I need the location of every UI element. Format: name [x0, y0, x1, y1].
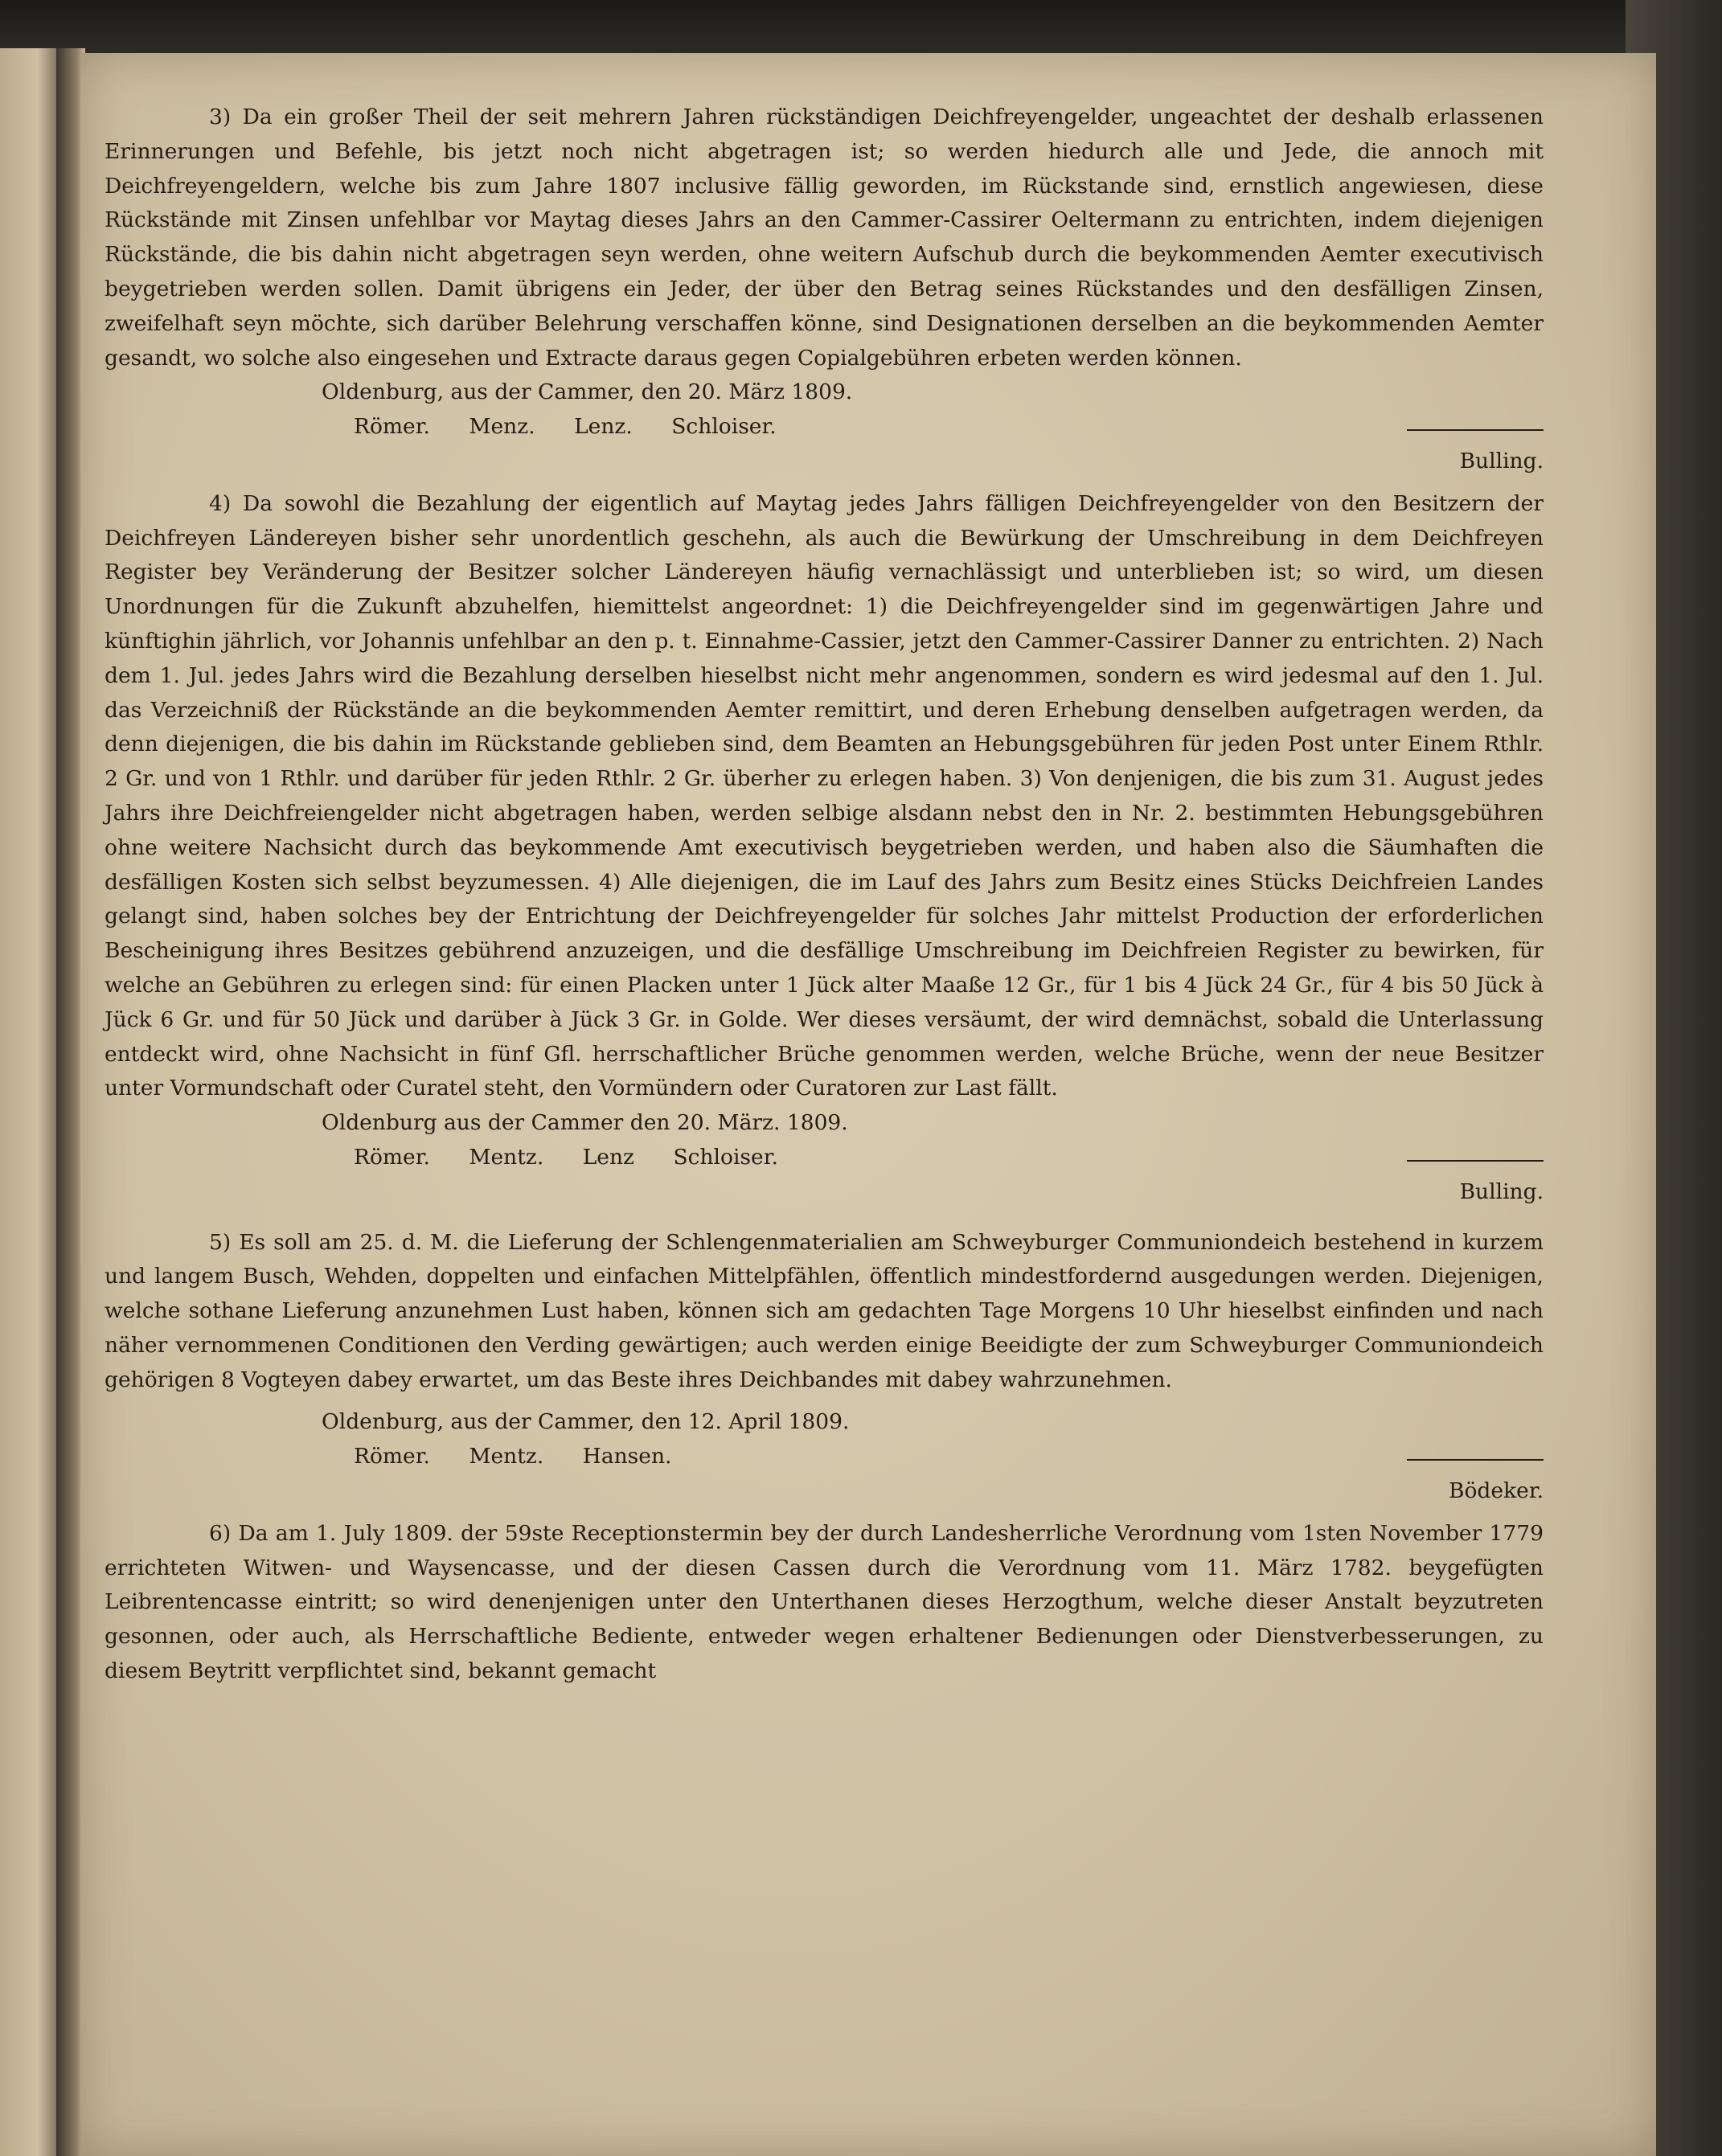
signatory: Römer. [354, 1444, 430, 1469]
signatory: Lenz [582, 1144, 635, 1170]
notice-3-final-signatory: Bulling. [1459, 448, 1544, 473]
notice-6 [105, 1517, 1544, 1689]
book-cover-top [0, 0, 1722, 56]
notice-6-body: 6) Da am 1. July 1809. der 59ste Receptionstermin bey der durch Landesherrliche Verordnung vom 1sten November 1779 errichteten Witwen- und Waysencasse, und der diesen Cassen durch die Verordnung vom 11. März 1782. beygefügten Leibrentencasse eintritt; so wird denenjenigen unter den Unterthanen dieses Herzogthum, welche dieser Anstalt beyzutreten gesonnen, oder auch, als Herrschaftliche Bediente, entweder wegen erhaltener Bedienungen oder Dienstverbesserungen, zu diesem Beytritt verpflichtet sind, bekannt gemacht [105, 1520, 1544, 1684]
signatory: Mentz. [469, 1444, 544, 1469]
notice-4-signatories [105, 1141, 1544, 1175]
signatory: Schloiser. [671, 414, 777, 440]
signatory: Hansen. [582, 1444, 672, 1469]
page-text [105, 100, 1544, 1689]
signatory: Menz. [469, 414, 535, 440]
notice-4-body: 4) Da sowohl die Bezahlung der eigentlich auf Maytag jedes Jahrs fälligen Deichfreyengelder von den Besitzern der Deichfreyen Ländereyen bisher sehr unordentlich geschehn, als auch die Bewürkung der Umschreibung in dem Deichfreyen Register bey Veränderung der Besitzer solcher Ländereyen häufig vernachlässigt und unterblieben ist; so wird, um diesen Unordnungen für die Zukunft abzuhelfen, hiemittelst angeordnet: 1) die Deichfreyengelder sind im gegenwärtigen Jahre und künftighin jährlich, vor Johannis unfehlbar an den p. t. Einnahme-Cassier, jetzt den Cammer-Cassirer Danner zu entrichten. 2) Nach dem 1. Jul. jedes Jahrs wird die Bezahlung derselben hieselbst nicht mehr angenommen, sondern es wird jedesmal auf den 1. Jul. das Verzeichniß der Rückstände an die beykommenden Aemter remittirt, und deren Erhebung denselben aufgetragen werden, da denn diejenigen, die bis dahin im Rückstande geblieben sind, dem Beamten an Hebungsgebühren für jeden Post unter Einem Rthlr. 2 Gr. und von 1 Rthlr. und darüber für jeden Rthlr. 2 Gr. überher zu erlegen haben. 3) Von denjenigen, die bis zum 31. August jedes Jahrs ihre Deichfreiengelder nicht abgetragen haben, werden selbige alsdann nebst den in Nr. 2. bestimmten Hebungsgebühren ohne weitere Nachsicht durch das beykommende Amt executivisch beygetrieben werden, und haben also die Säumhaften die desfälligen Kosten sich selbst beyzumessen. 4) Alle diejenigen, die im Lauf des Jahrs zum Besitz eines Stücks Deichfreien Landes gelangt sind, haben solches bey der Entrichtung der Deichfreyengelder für solches Jahr mittelst Production der erforderlichen Bescheinigung ihres Besitzes gebührend anzuzeigen, und die desfällige Umschreibung im Deichfreien Register zu bewirken, für welche an Gebühren zu erlegen sind: für einen Placken unter 1 Jück alter Maaße 12 Gr., für 1 bis 4 Jück 24 Gr., für 4 bis 50 Jück à Jück 6 Gr. und für 50 Jück und darüber à Jück 3 Gr. in Golde. Wer dieses versäumt, der wird demnächst, sobald die Unterlassung entdeckt wird, ohne Nachsicht in fünf Gfl. herrschaftlicher Brüche genommen werden, welche Brüche, wenn der neue Besitzer unter Vormundschaft oder Curatel steht, den Vormündern oder Curatoren zur Last fällt. [105, 490, 1544, 1101]
signatory: Mentz. [469, 1144, 544, 1170]
signatory: Lenz. [574, 414, 633, 440]
signature-rule [1407, 429, 1544, 431]
notice-4-final-signatory: Bulling. [1459, 1178, 1544, 1204]
signature-rule [1407, 1160, 1544, 1162]
notice-3 [105, 100, 1544, 479]
notice-5-dateline: Oldenburg, aus der Cammer, den 12. April 1809. [322, 1409, 850, 1435]
notice-5-signatories [105, 1440, 1544, 1474]
notice-4-dateline: Oldenburg aus der Cammer den 20. März. 1809. [322, 1110, 848, 1136]
notice-3-dateline: Oldenburg, aus der Cammer, den 20. März 1809. [322, 379, 853, 405]
signatory: Schloiser. [673, 1144, 778, 1170]
notice-5-final-signatory: Bödeker. [1449, 1478, 1544, 1504]
notice-5-body: 5) Es soll am 25. d. M. die Lieferung der Schlengenmaterialien am Schweyburger Communiondeich bestehend in kurzem und langem Busch, Wehden, doppelten und einfachen Mittelpfählen, öffentlich mindestfordernd ausgedungen werden. Diejenigen, welche sothane Lieferung anzunehmen Lust haben, können sich am gedachten Tage Morgens 10 Uhr hieselbst einfinden und nach näher vernommenen Conditionen den Verding gewärtigen; auch werden einige Beeidigte der zum Schweyburger Communiondeich gehörigen 8 Vogteyen dabey erwartet, um das Beste ihres Deichbandes mit dabey wahrzunehmen. [105, 1229, 1544, 1392]
signatory: Römer. [354, 414, 430, 440]
notice-3-signatories [105, 410, 1544, 445]
notice-4 [105, 487, 1544, 1210]
facing-page-edge [0, 48, 63, 2156]
notice-3-body: 3) Da ein großer Theil der seit mehrern Jahren rückständigen Deichfreyengelder, ungeachtet der deshalb erlassenen Erinnerungen und Befehle, bis jetzt noch nicht abgetragen ist; so werden hiedurch alle und Jede, die annoch mit Deichfreyengeldern, welche bis zum Jahre 1807 inclusive fällig geworden, im Rückstande sind, ernstlich angewiesen, diese Rückstände mit Zinsen unfehlbar vor Maytag dieses Jahrs an den Cammer-Cassirer Oeltermann zu entrichten, indem diejenigen Rückstände, die bis dahin nicht abgetragen seyn werden, ohne weitern Aufschub durch die beykommenden Aemter executivisch beygetrieben werden sollen. Damit übrigens ein Jeder, der über den Betrag seines Rückstandes und den desfälligen Zinsen, zweifelhaft seyn möchte, sich darüber Belehrung verschaffen könne, sind Designationen derselben an die beykommenden Aemter gesandt, wo solche also eingesehen und Extracte daraus gegen Copialgebühren erbeten werden können. [105, 105, 1544, 371]
signatory: Römer. [354, 1144, 430, 1170]
signature-rule [1407, 1459, 1544, 1461]
notice-5 [105, 1226, 1544, 1509]
